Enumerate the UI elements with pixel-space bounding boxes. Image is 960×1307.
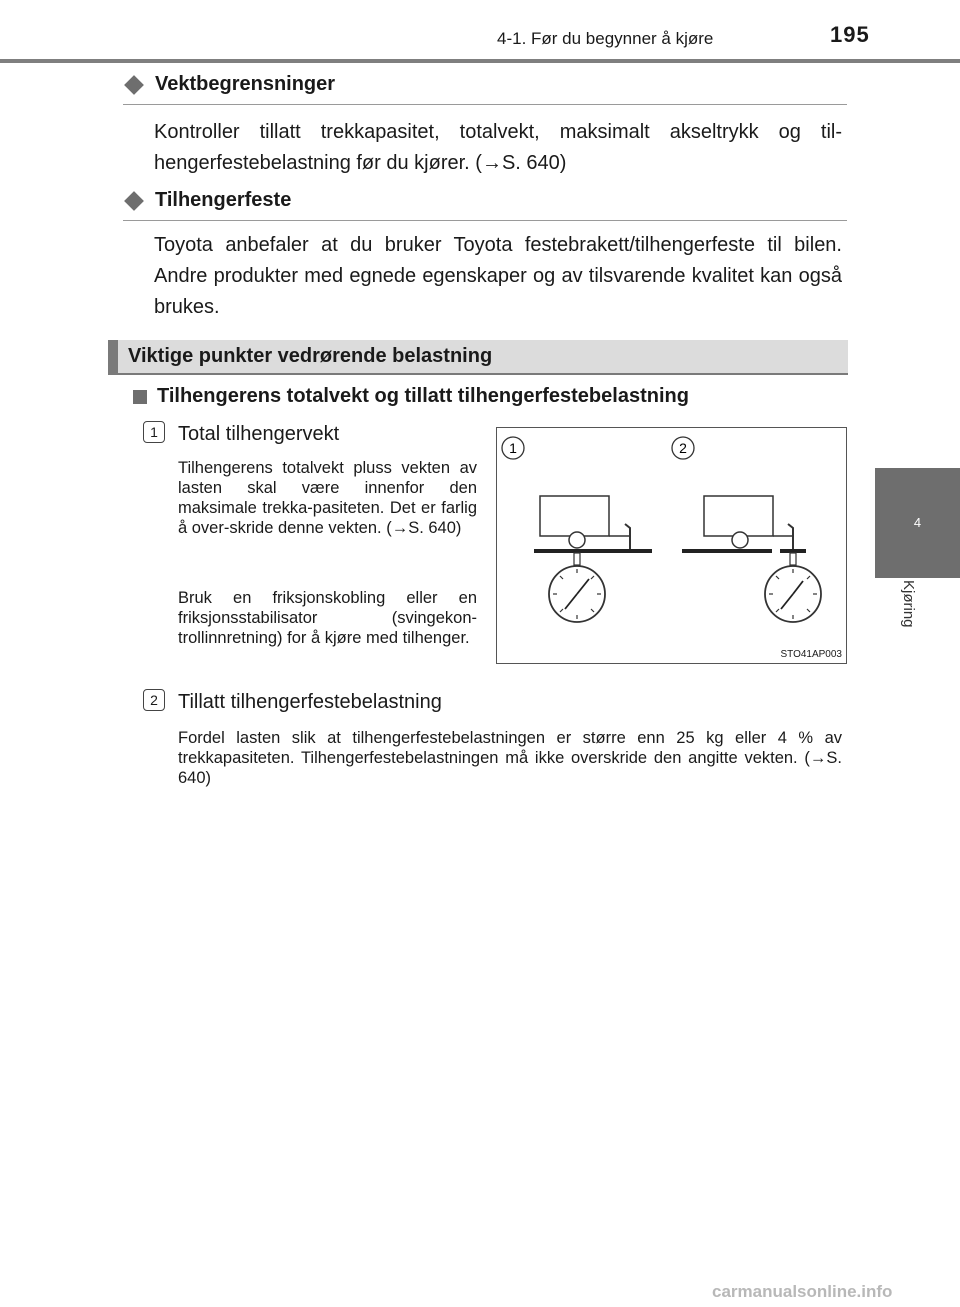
chapter-tab-label bbox=[895, 580, 919, 660]
square-bullet-icon bbox=[133, 390, 147, 404]
page-number: 195 bbox=[830, 22, 870, 47]
section-title: 4-1. Før du begynner å kjøre bbox=[497, 29, 714, 48]
callout-1-label: 1 bbox=[509, 440, 517, 456]
item-title-total-weight: Total tilhengervekt bbox=[178, 423, 340, 445]
callout-1 bbox=[502, 437, 524, 459]
paragraph-hitch: Toyota anbefaler at du bruker Toyota festebrakett/tilhengerfeste til bilen. Andre produkter med egnede egenskaper og av tilsvarende kvalitet kan også brukes. bbox=[154, 234, 842, 318]
chapter-tab-label-text: Kjøring bbox=[900, 580, 917, 628]
ground-bar-right bbox=[682, 549, 772, 553]
scenario-total-weight bbox=[534, 496, 652, 622]
paragraph-weight-limits: Kontroller tillatt trekkapasitet, totalvekt, maksimalt akseltrykk og til-hengerfestebelastning før du kjører. (→S. 640) bbox=[154, 121, 842, 174]
bar-heading: Viktige punkter vedrørende belastning bbox=[128, 345, 493, 367]
subsection-heading-text: Tilhengerfeste bbox=[155, 189, 292, 211]
trailer-weight-illustration bbox=[496, 427, 847, 664]
bar-heading-accent bbox=[108, 340, 118, 374]
diamond-icon bbox=[124, 191, 144, 211]
subsection-rule bbox=[123, 220, 847, 221]
subsection-rule bbox=[123, 104, 847, 105]
square-heading-text: Tilhengerens totalvekt og tillatt tilhengerfestebelastning bbox=[157, 385, 689, 407]
scenario-tongue-load bbox=[682, 496, 821, 622]
item-number-2: 2 bbox=[143, 689, 165, 711]
header-rule bbox=[0, 59, 960, 63]
item-title-tongue-load: Tillatt tilhengerfestebelastning bbox=[178, 691, 442, 713]
figure-code: STO41AP003 bbox=[780, 649, 842, 660]
trailer-scale-drawing bbox=[497, 428, 846, 663]
ground-bar-left bbox=[534, 549, 652, 553]
trailer-body-left bbox=[540, 496, 609, 536]
watermark: carmanualsonline.info bbox=[712, 1282, 893, 1301]
trailer-wheel-left bbox=[569, 532, 585, 548]
callout-2 bbox=[672, 437, 694, 459]
diamond-icon bbox=[124, 75, 144, 95]
subsection-heading-hitch bbox=[123, 189, 291, 212]
subsection-heading-text: Vektbegrensninger bbox=[155, 73, 336, 95]
subsection-heading-weight-limits bbox=[123, 73, 335, 96]
square-heading bbox=[133, 385, 689, 408]
item-2-paragraph-1: Fordel lasten slik at tilhengerfestebelastningen er større enn 25 kg eller 4 % av trekkapasiteten. Tilhengerfestebelastningen må ikke overskride den angitte vekten. (→S. 640) bbox=[178, 729, 842, 787]
bar-heading-rule bbox=[108, 373, 848, 375]
item-number-1: 1 bbox=[143, 421, 165, 443]
callout-2-label: 2 bbox=[679, 440, 687, 456]
trailer-wheel-right bbox=[732, 532, 748, 548]
chapter-tab-number: 4 bbox=[913, 515, 922, 530]
item-1-paragraph-2: Bruk en friksjonskobling eller en friksjonsstabilisator (svingekon-trollinnretning) for å kjøre med tilhenger. bbox=[178, 589, 477, 647]
item-1-paragraph-1: Tilhengerens totalvekt pluss vekten av lasten skal være innenfor den maksimale trekka-pasiteten. Det er farlig å over-skride denne vekten. (→S. 640) bbox=[178, 459, 477, 537]
trailer-body-right bbox=[704, 496, 773, 536]
